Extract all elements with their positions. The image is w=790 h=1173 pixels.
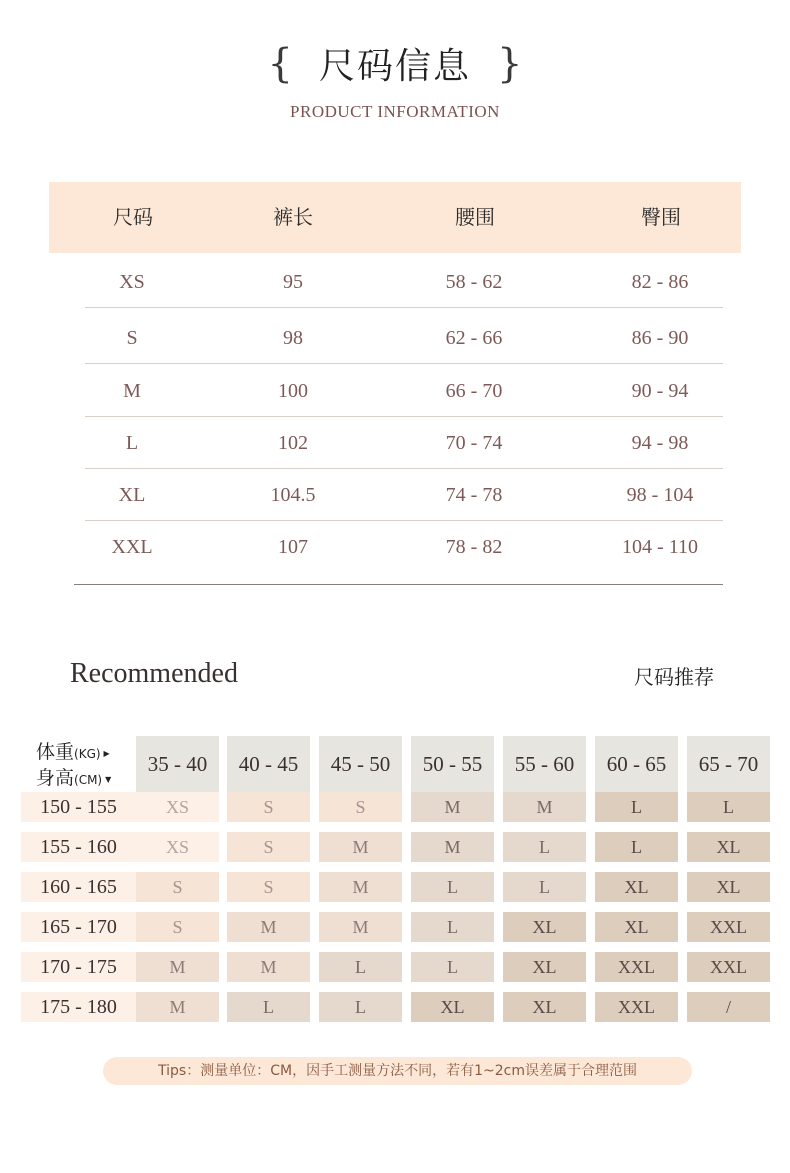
grid-corner-label [36, 737, 136, 789]
size-cell-length: 98 [283, 327, 303, 349]
recommend-cell: XL [503, 952, 586, 982]
recommend-cell: XXL [595, 952, 678, 982]
height-range-label: 175 - 180 [21, 992, 136, 1022]
header-length: 裤长 [273, 205, 313, 229]
arrow-down-icon: ▼ [105, 775, 112, 784]
size-cell-waist: 78 - 82 [445, 536, 503, 558]
weight-range-header: 45 - 50 [319, 736, 402, 792]
size-cell-waist: 66 - 70 [445, 380, 503, 402]
size-cell-size: XL [118, 484, 146, 506]
recommend-cell: L [319, 952, 402, 982]
recommend-cell: L [687, 792, 770, 822]
size-cell-waist: 74 - 78 [445, 484, 503, 506]
size-row [85, 312, 723, 364]
weight-range-header: 40 - 45 [227, 736, 310, 792]
recommend-cell: XL [503, 912, 586, 942]
recommend-cell: S [227, 872, 310, 902]
size-cell-size: L [125, 432, 139, 454]
size-row [85, 365, 723, 417]
size-row [85, 521, 723, 573]
recommend-cell: L [227, 992, 310, 1022]
right-brace: } [497, 40, 523, 87]
recommend-cell: M [136, 992, 219, 1022]
header-size: 尺码 [113, 205, 153, 229]
height-range-label: 160 - 165 [21, 872, 136, 902]
recommend-cell: M [411, 792, 494, 822]
height-range-label: 165 - 170 [21, 912, 136, 942]
recommend-cell: XXL [595, 992, 678, 1022]
title-block [0, 38, 790, 89]
size-cell-size: XS [119, 271, 145, 293]
weight-range-header: 60 - 65 [595, 736, 678, 792]
recommend-cell: L [411, 952, 494, 982]
recommend-cell: L [319, 992, 402, 1022]
recommend-cell: M [319, 912, 402, 942]
weight-range-header: 50 - 55 [411, 736, 494, 792]
recommend-cell: L [595, 832, 678, 862]
recommend-cell: M [319, 872, 402, 902]
height-unit: (CM) [74, 773, 103, 787]
size-cell-length: 107 [278, 536, 308, 558]
size-table-header [49, 182, 741, 253]
page-title: 尺码信息 [318, 46, 471, 87]
recommend-cell: S [227, 832, 310, 862]
recommend-cell: XS [136, 792, 219, 822]
weight-label: 体重 [36, 741, 75, 763]
size-cell-length: 104.5 [270, 484, 316, 506]
size-cell-length: 100 [278, 380, 308, 402]
recommend-cell: / [687, 992, 770, 1022]
arrow-right-icon: ▶ [103, 749, 110, 758]
recommend-cell: S [319, 792, 402, 822]
recommend-cell: L [411, 872, 494, 902]
recommend-cell: XL [411, 992, 494, 1022]
recommend-cell: M [319, 832, 402, 862]
recommend-cell: XXL [687, 912, 770, 942]
left-brace: { [267, 40, 293, 87]
recommend-cell: S [136, 872, 219, 902]
header-hip: 臀围 [641, 205, 681, 229]
size-cell-hip: 82 - 86 [631, 271, 689, 293]
recommend-cell: XL [595, 912, 678, 942]
header-waist: 腰围 [455, 205, 495, 229]
recommend-cell: M [227, 912, 310, 942]
recommend-cell: M [227, 952, 310, 982]
size-cell-hip: 94 - 98 [631, 432, 689, 454]
page-subtitle: PRODUCT INFORMATION [290, 102, 500, 121]
height-label: 身高 [36, 767, 75, 789]
recommend-cell: L [503, 832, 586, 862]
height-range-label: 150 - 155 [21, 792, 136, 822]
recommend-cell: XS [136, 832, 219, 862]
recommend-cell: XL [595, 872, 678, 902]
height-range-label: 155 - 160 [21, 832, 136, 862]
height-range-label: 170 - 175 [21, 952, 136, 982]
tips-note: Tips：测量单位：CM，因手工测量方法不同，若有1~2cm误差属于合理范围 [103, 1057, 692, 1085]
size-cell-size: S [126, 327, 138, 349]
recommend-cell: M [411, 832, 494, 862]
recommend-title-en: Recommended [70, 658, 238, 689]
recommend-cell: XL [687, 872, 770, 902]
recommend-cell: M [136, 952, 219, 982]
recommend-cell: L [503, 872, 586, 902]
size-cell-waist: 70 - 74 [445, 432, 503, 454]
size-cell-hip: 90 - 94 [631, 380, 689, 402]
size-cell-waist: 58 - 62 [445, 271, 503, 293]
size-cell-size: XXL [111, 536, 153, 558]
size-row [85, 256, 723, 308]
size-cell-waist: 62 - 66 [445, 327, 503, 349]
recommend-cell: S [136, 912, 219, 942]
weight-range-header: 35 - 40 [136, 736, 219, 792]
size-cell-size: M [123, 380, 141, 402]
recommend-cell: L [411, 912, 494, 942]
recommend-cell: XL [503, 992, 586, 1022]
size-row [85, 417, 723, 469]
recommend-cell: XL [687, 832, 770, 862]
size-cell-length: 95 [283, 271, 303, 293]
weight-range-header: 65 - 70 [687, 736, 770, 792]
recommend-cell: M [503, 792, 586, 822]
size-cell-hip: 104 - 110 [622, 536, 698, 558]
recommend-cell: L [595, 792, 678, 822]
size-cell-hip: 86 - 90 [631, 327, 689, 349]
size-row [85, 469, 723, 521]
weight-range-header: 55 - 60 [503, 736, 586, 792]
size-cell-length: 102 [278, 432, 308, 454]
recommend-title-cn: 尺码推荐 [634, 665, 714, 689]
recommend-cell: S [227, 792, 310, 822]
weight-unit: (KG) [74, 747, 101, 761]
size-cell-hip: 98 - 104 [626, 484, 694, 506]
size-table-bottom-line [74, 584, 723, 585]
recommend-cell: XXL [687, 952, 770, 982]
